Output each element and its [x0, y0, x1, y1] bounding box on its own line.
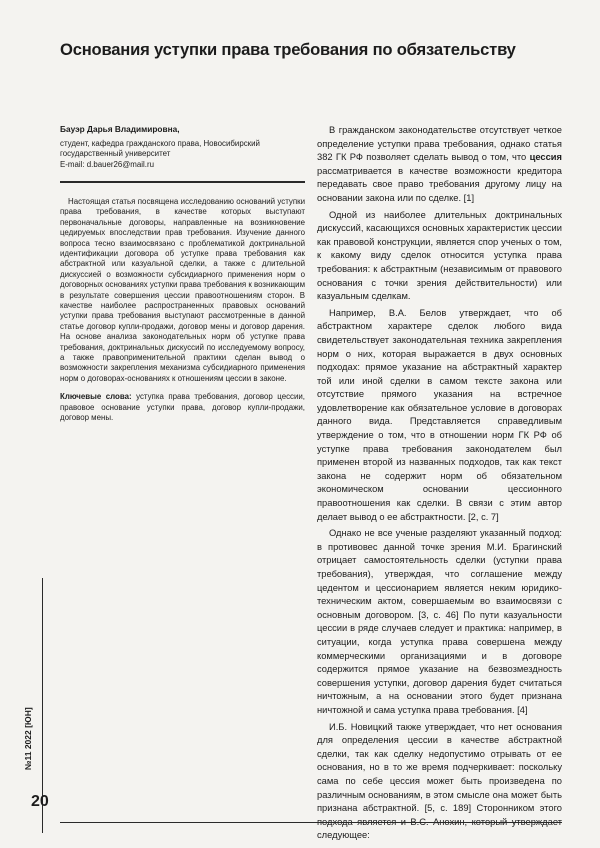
author-name: Бауэр Дарья Владимировна,: [60, 124, 180, 134]
body-paragraph-1: [317, 124, 562, 206]
body-paragraph-2: Одной из наиболее длительных доктринальных дискуссий, касающихся основных характеристик цессии как правовой конструкции, является спор ученых о том, к какому виду сделок относится уступка права требования: к абстрактным (независимым от правового основания с точки зрения действительности) или казуальным сделкам.: [317, 209, 562, 302]
author-affiliation: студент, кафедра гражданского права, Новосибирский государственный университет: [60, 139, 260, 159]
body-p1-end: рассматривается в качестве возможности кредитора передавать свое право требования другому лицу на основании закона или по сделке. [1]: [317, 165, 562, 203]
journal-issue-label: №11 2022 [ЮН]: [23, 707, 33, 770]
footer-rule: [60, 822, 562, 823]
abstract-text: Настоящая статья посвящена исследованию оснований уступки права требования, в качестве которых выступают первоначальные договоры, направленные на возникновение цедируемых впоследствии прав требования. Изучение данного вопроса тесно взаимосвязано с проблематикой доктринальной идентификации договора об уступке права требования как абстрактной или казуальной сделки, а также с длительной дискуссией о возможности субсидиарного применения норм о договорных основаниях уступки права требования к возникающим в результате совершения цессии правоотношениям сторон. В качестве наиболее распространенных правовых оснований уступки права требования выступают рассмотренные в данной статье договор купли-продажи, договор мены и договор дарения. На основе анализа законодательных норм об уступке права требования, доктринальных дискуссий по исследуемому вопросу, а также правоприменительной практики сделан вывод о возможности закрепления механизма субсидиарного применения норм о договорах-основаниях к отношениям цессии в законе.: [60, 196, 306, 383]
author-email: E-mail: d.bauer26@mail.ru: [60, 159, 154, 169]
article-title: Основания уступки права требования по обязательству: [60, 40, 516, 59]
keywords: [60, 392, 305, 423]
body-p1-start: В гражданском законодательстве отсутствует четкое определение уступки права требования, однако статья 382 ГК РФ позволяет сделать вывод о том, что: [317, 125, 562, 163]
keywords-label: Ключевые слова:: [60, 392, 132, 402]
abstract-divider: [60, 181, 305, 183]
body-paragraph-4: Однако не все ученые разделяют указанный подход: в противовес данной точке зрения М.И. Брагинский отрицает самостоятельность сделки (уступки права требования), утверждая, что соглашение между цедентом и цессионарием является неким юридико-техническим актом, совершаемым во взаимосвязи с основным договором. [3, с. 46] По пути казуальности цессии в ряде случаев следует и практика: например, в ситуации, когда уступка права совершена между коммерческими организациями и в договоре содержится прямое указание на безвозмездность совершения уступки, договор дарения будет считаться ничтожным, а на основании этого будет признана ничтожной и сама уступка права требования. [4]: [317, 528, 562, 715]
keywords-text: уступка права требования, договор цессии, правовое основание уступки права, договор купли-продажи, договор мены.: [60, 392, 305, 423]
author-and-abstract-column: [60, 124, 305, 423]
body-paragraph-5: И.Б. Новицкий также утверждает, что нет основания для определения цессии в качестве абстрактной сделки, так как сделку недопустимо отрывать от ее основания, но в то же время подчеркивает: поскольку сама по себе цессия может быть произведена по различным основаниям, в этом смысле она может быть признана абстрактной. [5, с. 189] Сторонником этого подхода является и В.С. Анохин, который утверждает следующее:: [317, 721, 562, 841]
body-paragraph-3: Например, В.А. Белов утверждает, что об абстрактном характере сделок любого вида свидетельствует законодательная техника закрепления норм о них, которая выражается в двух основных подходах: прямое указание на абстрактный характер той или иной сделки в самом тексте закона или отсутствие прямого указания на встречное удовлетворение как обязательное условие в договорах данного вида. Представляется справедливым утверждение о том, что в отношении норм ГК РФ об уступке права требования законодателем был применен второй из названных подходов, так как текст закона не содержит норм об обязательном экономическом основании цессионного правоотношения как сделки. В связи с этим автор делает вывод о ее абстрактности. [2, с. 7]: [317, 307, 562, 522]
body-p1-term: цессия: [529, 152, 562, 163]
page-number: 20: [31, 793, 49, 810]
article-body-column: [317, 124, 562, 846]
